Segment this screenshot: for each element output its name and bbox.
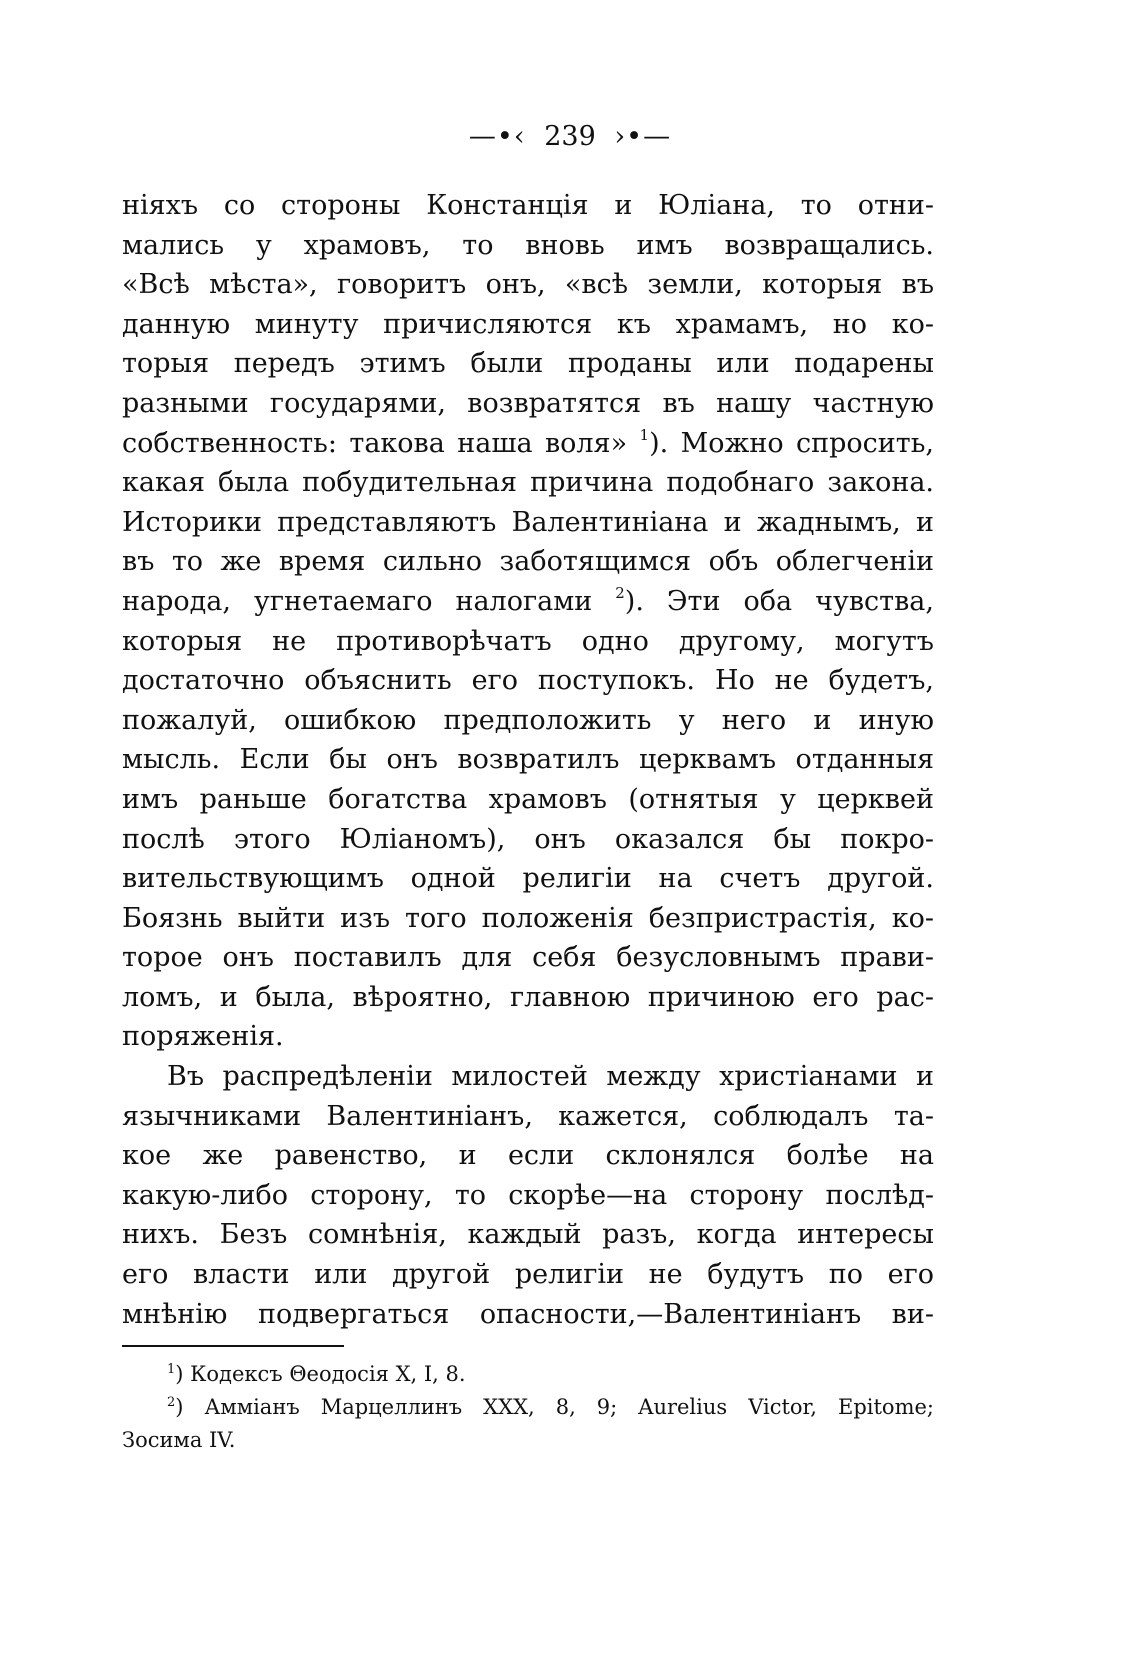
text-line: мались у храмовъ, то вновь имъ возвращались.: [122, 229, 934, 261]
text-line: достаточно объяснить его поступокъ. Но не будетъ,: [122, 665, 934, 697]
text-line: Историки представляютъ Валентиніана и жаднымъ, и: [122, 506, 934, 538]
text-line: «Всѣ мѣста», говоритъ онъ, «всѣ земли, которыя въ: [122, 269, 934, 301]
header-left-ornament: —•‹: [468, 121, 526, 152]
text-line: вительствующимъ одной религіи на счетъ другой.: [122, 863, 934, 895]
text-line: язычниками Валентиніанъ, кажется, соблюдалъ та-: [122, 1100, 934, 1132]
text-line: пожалуй, ошибкою предположить у него и иную: [122, 704, 934, 736]
page-header: [0, 117, 1140, 157]
text-line: данную минуту причисляются къ храмамъ, но ко-: [122, 308, 934, 340]
text-line: [122, 582, 934, 622]
footnote-marker-1: 1: [167, 1362, 176, 1377]
text-line: ніяхъ со стороны Констанція и Юліана, то отни-: [122, 190, 934, 221]
text-line: какая была побудительная причина подобнаго закона.: [122, 467, 934, 499]
text-line: его власти или другой религіи не будутъ по его: [122, 1259, 934, 1291]
footnotes: [122, 1358, 934, 1457]
footnote-text: ) Аммiанъ Марцеллинъ XXX, 8, 9; Aurelius Victor, Epitome;: [175, 1395, 934, 1419]
text-line: торое онъ поставилъ для себя безусловнымъ прави-: [122, 942, 934, 974]
text-line: имъ раньше богатства храмовъ (отнятыя у церквей: [122, 783, 934, 815]
footnote-text: ) Кодексъ Θеодосія X, I, 8.: [175, 1362, 466, 1386]
text-line: какую-либо сторону, то скорѣе—на сторону послѣд-: [122, 1179, 934, 1211]
page-number: 239: [544, 121, 596, 152]
text-fragment: ). Эти оба чувства,: [624, 585, 934, 617]
footnote-2-continuation: Зосима IV.: [122, 1428, 236, 1452]
footnote-2: [122, 1391, 934, 1424]
body-text: [122, 186, 934, 1334]
text-line: мнѣнію подвергаться опасности,—Валентиніанъ ви-: [122, 1298, 934, 1330]
text-line: которыя не противорѣчатъ одно другому, могутъ: [122, 625, 934, 657]
text-line: послѣ этого Юліаномъ), онъ оказался бы покро-: [122, 823, 934, 855]
text-line: [122, 424, 934, 464]
text-line: поряженія.: [122, 1021, 284, 1053]
text-line: Боязнь выйти изъ того положенія безпристрастія, ко-: [122, 902, 934, 934]
text-line: въ то же время сильно заботящимся объ облегченіи: [122, 546, 934, 578]
footnote-marker-2: 2: [167, 1395, 176, 1410]
text-fragment: ). Можно спросить,: [649, 427, 935, 459]
text-line: разными государями, возвратятся въ нашу частную: [122, 387, 934, 419]
text-line: торыя передъ этимъ были проданы или подарены: [122, 348, 934, 380]
text-line: Въ распредѣленіи милостей между христіанами и: [167, 1061, 934, 1093]
footnote-ref-2: 2: [615, 583, 625, 602]
footnote-divider: [122, 1345, 344, 1347]
text-fragment: народа, угнетаемаго налогами: [122, 585, 593, 617]
text-line: ломъ, и была, вѣроятно, главною причиною его рас-: [122, 981, 934, 1013]
text-line: мысль. Если бы онъ возвратилъ церквамъ отданныя: [122, 744, 934, 776]
footnote-ref-1: 1: [639, 425, 650, 444]
text-fragment: собственность: такова наша воля»: [122, 427, 628, 459]
text-line: кое же равенство, и если склонялся болѣе на: [122, 1140, 934, 1172]
text-line: нихъ. Безъ сомнѣнія, каждый разъ, когда интересы: [122, 1219, 934, 1251]
header-right-ornament: ›•—: [614, 121, 672, 152]
footnote-1: [122, 1358, 934, 1391]
